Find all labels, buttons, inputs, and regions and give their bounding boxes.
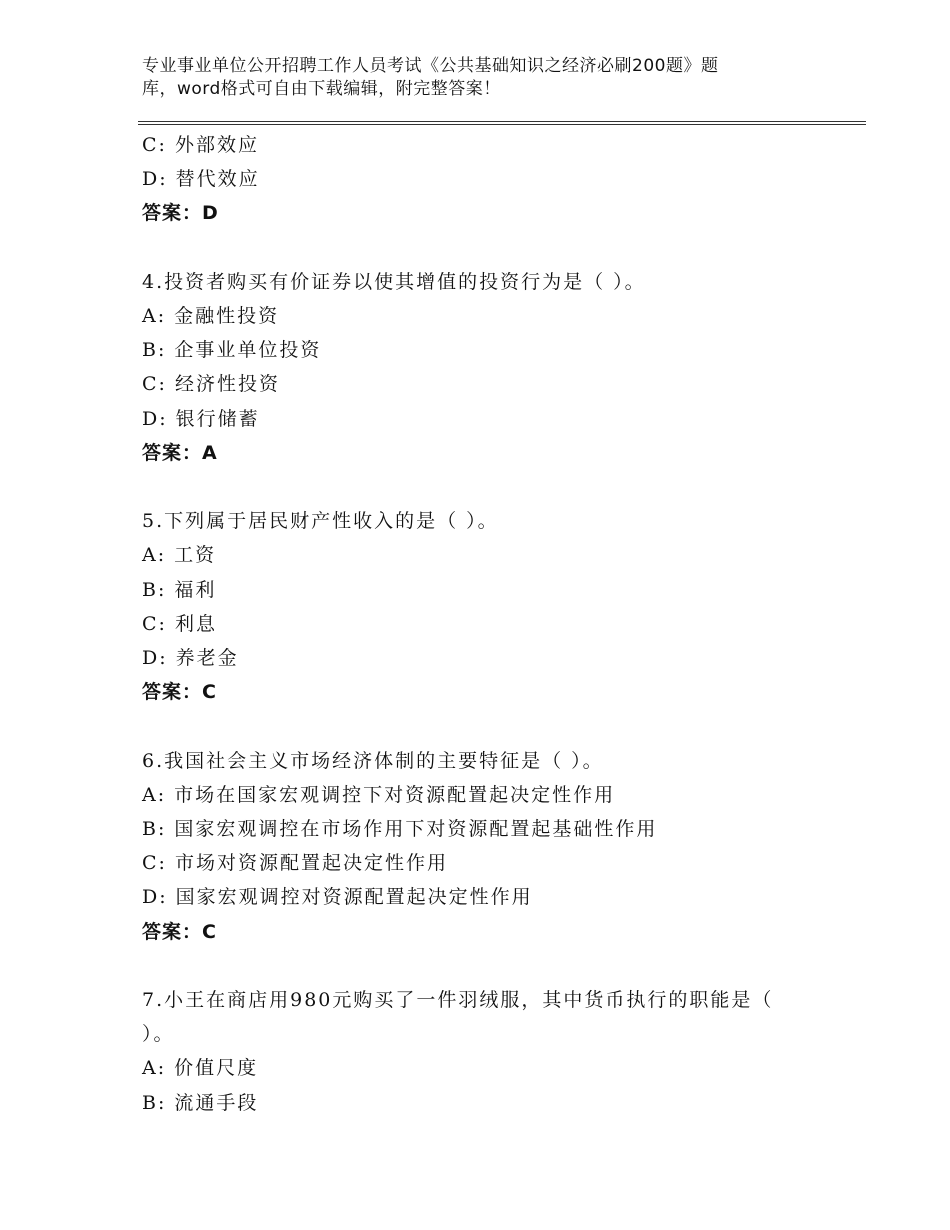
option-a: A: 金融性投资	[142, 305, 280, 327]
question-4	[142, 265, 822, 470]
question-text: 5.下列属于居民财产性收入的是（ ）。	[142, 510, 499, 533]
option-d: D: 养老金	[142, 647, 239, 670]
answer: 答案：C	[142, 920, 217, 943]
option-d: D: 银行储蓄	[142, 407, 260, 430]
spacer	[142, 470, 822, 504]
spacer	[142, 709, 822, 743]
document-header	[142, 55, 782, 101]
option-a: A: 价值尺度	[142, 1057, 259, 1080]
header-line-2: 库，word格式可自由下载编辑，附完整答案！	[142, 79, 501, 99]
question-list	[142, 128, 822, 1120]
header-divider-bottom	[138, 124, 866, 125]
option-a: A: 工资	[142, 544, 217, 567]
answer: 答案：C	[142, 681, 217, 704]
question-7	[142, 983, 822, 1120]
option-c: C: 经济性投资	[142, 373, 280, 396]
question-text-line-1: 7.小王在商店用980元购买了一件羽绒服，其中货币执行的职能是（	[142, 989, 774, 1012]
option-d: D: 替代效应	[142, 168, 260, 191]
spacer	[142, 949, 822, 983]
spacer	[142, 231, 822, 265]
answer: 答案：D	[142, 202, 219, 225]
option-c: C: 外部效应	[142, 134, 259, 156]
option-d: D: 国家宏观调控对资源配置起决定性作用	[142, 886, 533, 909]
option-a: A: 市场在国家宏观调控下对资源配置起决定性作用	[142, 783, 616, 806]
question-text-line-2: ）。	[142, 1023, 175, 1046]
question-text: 4.投资者购买有价证券以使其增值的投资行为是（ ）。	[142, 270, 646, 293]
answer: 答案：A	[142, 441, 218, 464]
option-c: C: 利息	[142, 612, 217, 635]
question-3-tail	[142, 128, 822, 231]
option-b: B: 福利	[142, 578, 217, 601]
header-line-1: 专业事业单位公开招聘工作人员考试《公共基础知识之经济必刷200题》题	[142, 56, 719, 76]
question-6	[142, 744, 822, 949]
option-b: B: 流通手段	[142, 1091, 259, 1114]
question-5	[142, 504, 822, 709]
option-c: C: 市场对资源配置起决定性作用	[142, 852, 448, 875]
header-divider-top	[138, 121, 866, 122]
question-text: 6.我国社会主义市场经济体制的主要特征是（ ）。	[142, 749, 604, 772]
option-b: B: 企事业单位投资	[142, 339, 322, 362]
option-b: B: 国家宏观调控在市场作用下对资源配置起基础性作用	[142, 818, 658, 841]
